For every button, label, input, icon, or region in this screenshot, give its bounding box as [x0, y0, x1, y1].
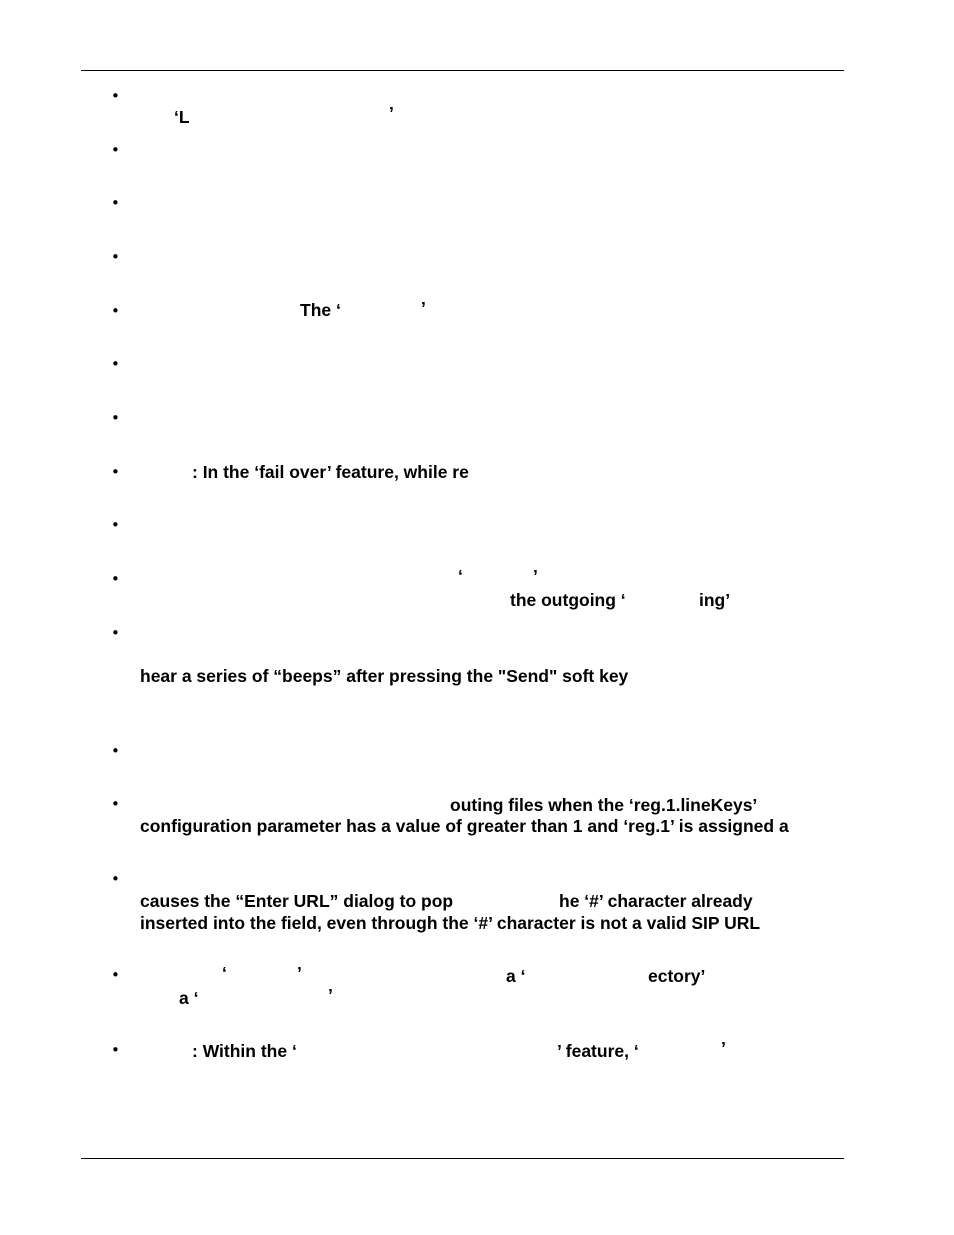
item-15-text-b: ’: [297, 963, 302, 983]
bullet-2: •: [111, 141, 120, 159]
bullet-6: •: [111, 355, 120, 373]
bullet-1: •: [111, 87, 120, 105]
bullet-16: •: [111, 1041, 120, 1059]
item-16-text-c: ’: [721, 1038, 726, 1058]
item-15-text-d: ectory’: [648, 966, 706, 986]
item-15-text-c: a ‘: [506, 966, 526, 986]
bullet-14: •: [111, 870, 120, 888]
bullet-5: •: [111, 302, 120, 320]
bullet-7: •: [111, 409, 120, 427]
item-14-text-a: causes the “Enter URL” dialog to pop: [140, 891, 454, 911]
item-10-text-d: ing’: [699, 590, 731, 610]
bullet-15: •: [111, 966, 120, 984]
item-14-text-c: inserted into the field, even through the ‘#’ character is not a valid SIP URL: [140, 913, 761, 933]
bullet-10: •: [111, 570, 120, 588]
item-14-text-b: he ‘#’ character already: [559, 891, 753, 911]
bullet-4: •: [111, 248, 120, 266]
bullet-9: •: [111, 516, 120, 534]
item-11-text: hear a series of “beeps” after pressing the "Send" soft key: [140, 666, 629, 686]
item-13-text-b: configuration parameter has a value of greater than 1 and ‘reg.1’ is assigned a: [140, 816, 789, 836]
bullet-11: •: [111, 624, 120, 642]
bullet-3: •: [111, 194, 120, 212]
item-15-text-a: ‘: [222, 963, 227, 983]
item-10-text-a: ‘: [458, 566, 463, 586]
item-15-text-e: a ‘: [179, 988, 199, 1008]
header-rule: [81, 70, 844, 71]
item-15-text-f: ’: [328, 985, 333, 1005]
item-10-text-c: the outgoing ‘: [510, 590, 626, 610]
bullet-12: •: [111, 742, 120, 760]
item-1-text-b: ’: [389, 103, 394, 123]
item-1-text-a: ‘L: [174, 107, 190, 127]
item-8-text: : In the ‘fail over’ feature, while re: [192, 462, 469, 482]
item-13-text-a: outing files when the ‘reg.1.lineKeys’: [450, 795, 758, 815]
item-10-text-b: ’: [533, 566, 538, 586]
bullet-8: •: [111, 463, 120, 481]
item-16-text-b: ’ feature, ‘: [557, 1041, 639, 1061]
item-5-text-a: The ‘: [300, 300, 341, 320]
bullet-13: •: [111, 795, 120, 813]
item-5-text-b: ’: [421, 298, 426, 318]
footer-rule: [81, 1158, 844, 1159]
item-16-text-a: : Within the ‘: [192, 1041, 297, 1061]
